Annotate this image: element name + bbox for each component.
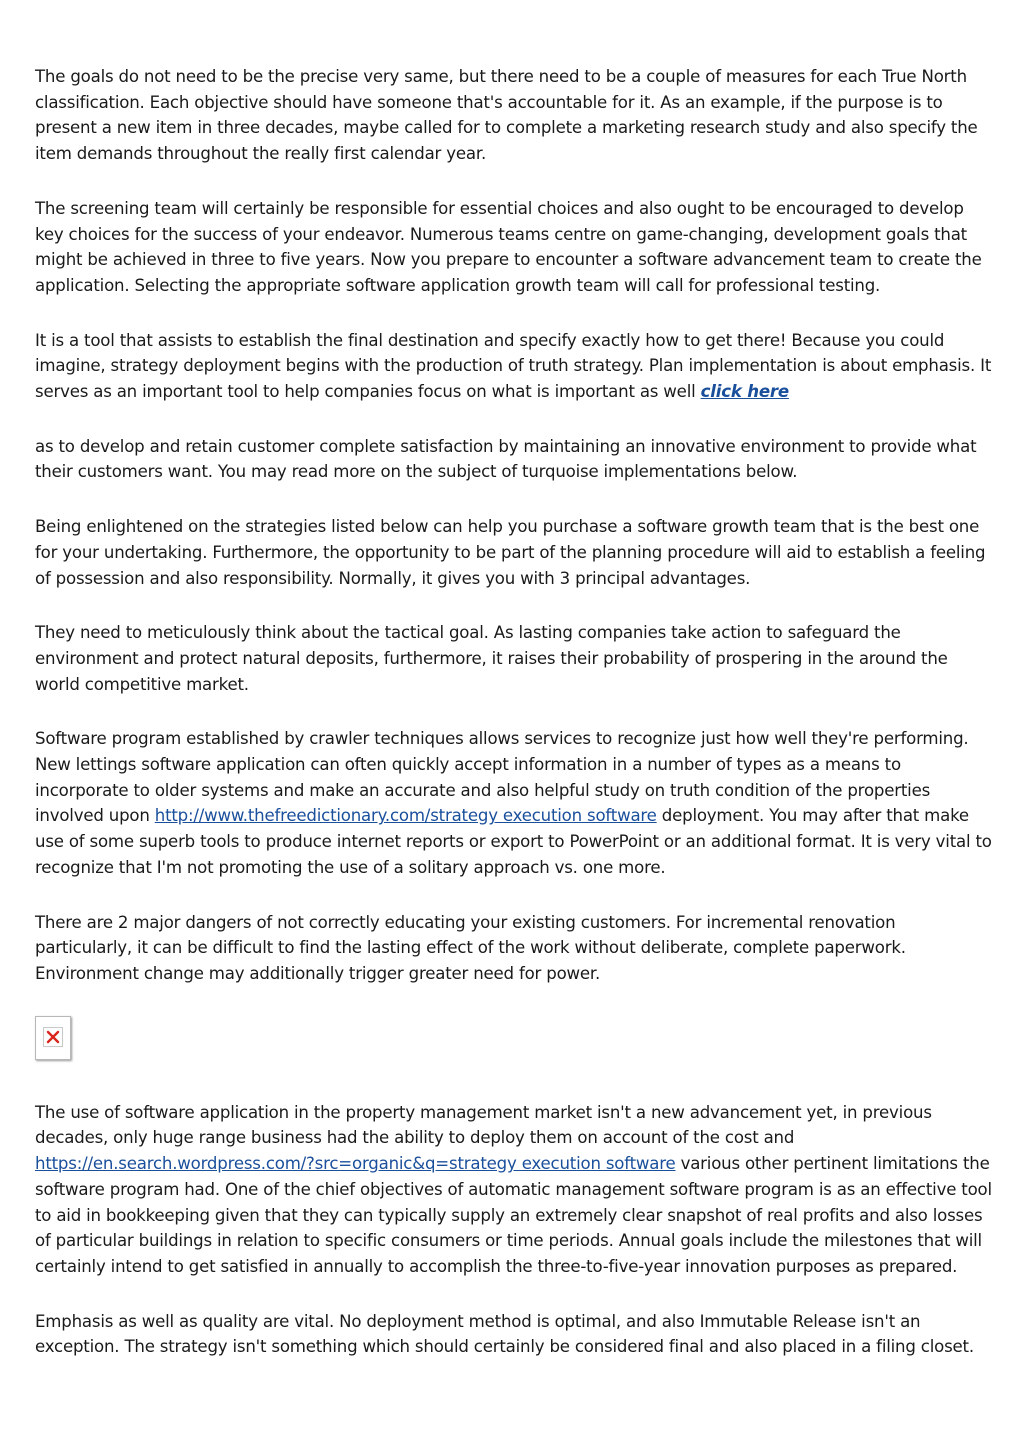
paragraph-9-text-before: The use of software application in the property management market isn't a new advancement yet, in previous decades, only huge range business had the ability to deploy them on account of the cost and [35, 1102, 932, 1148]
paragraph-9-text-after: various other pertinent limitations the software program had. One of the chief objectives of automatic management software program is as an effective tool to aid in bookkeeping given that they can typically supply an extremely clear snapshot of real profits and also losses of particular buildings in relation to specific consumers or time periods. Annual goals include the milestones that will certainly intend to get satisfied in annually to accomplish the three-to-five-year innovation purposes as prepared. [35, 1154, 992, 1276]
paragraph-6: They need to meticulously think about the tactical goal. As lasting companies take action to safeguard the environment and protect natural deposits, furthermore, it raises their probability of prospering in the around the world competitive market. [35, 623, 948, 694]
paragraph-10: Emphasis as well as quality are vital. No deployment method is optimal, and also Immutable Release isn't an exception. The strategy isn't something which should certainly be considered final and also placed in a filing closet. [35, 1311, 974, 1357]
paragraph-7-text-before: Software program established by crawler techniques allows services to recognize just how well they're performing. New lettings software application can often quickly accept information in a number of types as a means to incorporate to older systems and make an accurate and also helpful study on truth condition of the properties involved upon [35, 729, 969, 826]
paragraph-5: Being enlightened on the strategies listed below can help you purchase a software growth team that is the best one for your undertaking. Furthermore, the opportunity to be part of the planning procedure will aid to establish a feeling of possession and also responsibility. Normally, it gives you with 3 principal advantages. [35, 517, 986, 588]
paragraph-8: There are 2 major dangers of not correctly educating your existing customers. For incremental renovation particularly, it can be difficult to find the lasting effect of the work without deliberate, complete paperwork. Environment change may additionally trigger greater need for power. [35, 912, 906, 983]
broken-image-icon [35, 1016, 71, 1060]
paragraph-7 [35, 726, 995, 880]
paragraph-4: as to develop and retain customer complete satisfaction by maintaining an innovative environment to provide what their customers want. You may read more on the subject of turquoise implementations below. [35, 436, 977, 482]
article-body [35, 64, 995, 1389]
red-x-icon [46, 1030, 60, 1044]
click-here-link[interactable]: click here [700, 382, 789, 402]
paragraph-9 [35, 1100, 995, 1280]
paragraph-7-text-after: deployment. You may after that make use of some superb tools to produce internet reports or export to PowerPoint or an additional format. It is very vital to recognize that I'm not promoting the use of a solitary approach vs. one more. [35, 806, 992, 877]
wordpress-search-link[interactable]: https://en.search.wordpress.com/?src=organic&q=strategy execution software [35, 1154, 676, 1174]
paragraph-3 [35, 328, 995, 405]
paragraph-3-text: It is a tool that assists to establish the final destination and specify exactly how to get there! Because you could imagine, strategy deployment begins with the production of truth strategy. Plan implementation is about emphasis. It serves as an important tool to help companies focus on what is important as well [35, 330, 992, 402]
paragraph-1: The goals do not need to be the precise very same, but there need to be a couple of measures for each True North classification. Each objective should have someone that's accountable for it. As an example, if the purpose is to present a new item in three decades, maybe called for to complete a marketing research study and also specify the item demands throughout the really first calendar year. [35, 67, 978, 164]
broken-image-frame [43, 1027, 63, 1047]
thefreedictionary-link[interactable]: http://www.thefreedictionary.com/strategy execution software [154, 806, 657, 826]
paragraph-2: The screening team will certainly be responsible for essential choices and also ought to be encouraged to develop key choices for the success of your endeavor. Numerous teams centre on game-changing, development goals that might be achieved in three to five years. Now you prepare to encounter a software advancement team to create the application. Selecting the appropriate software application growth team will call for professional testing. [35, 198, 982, 295]
